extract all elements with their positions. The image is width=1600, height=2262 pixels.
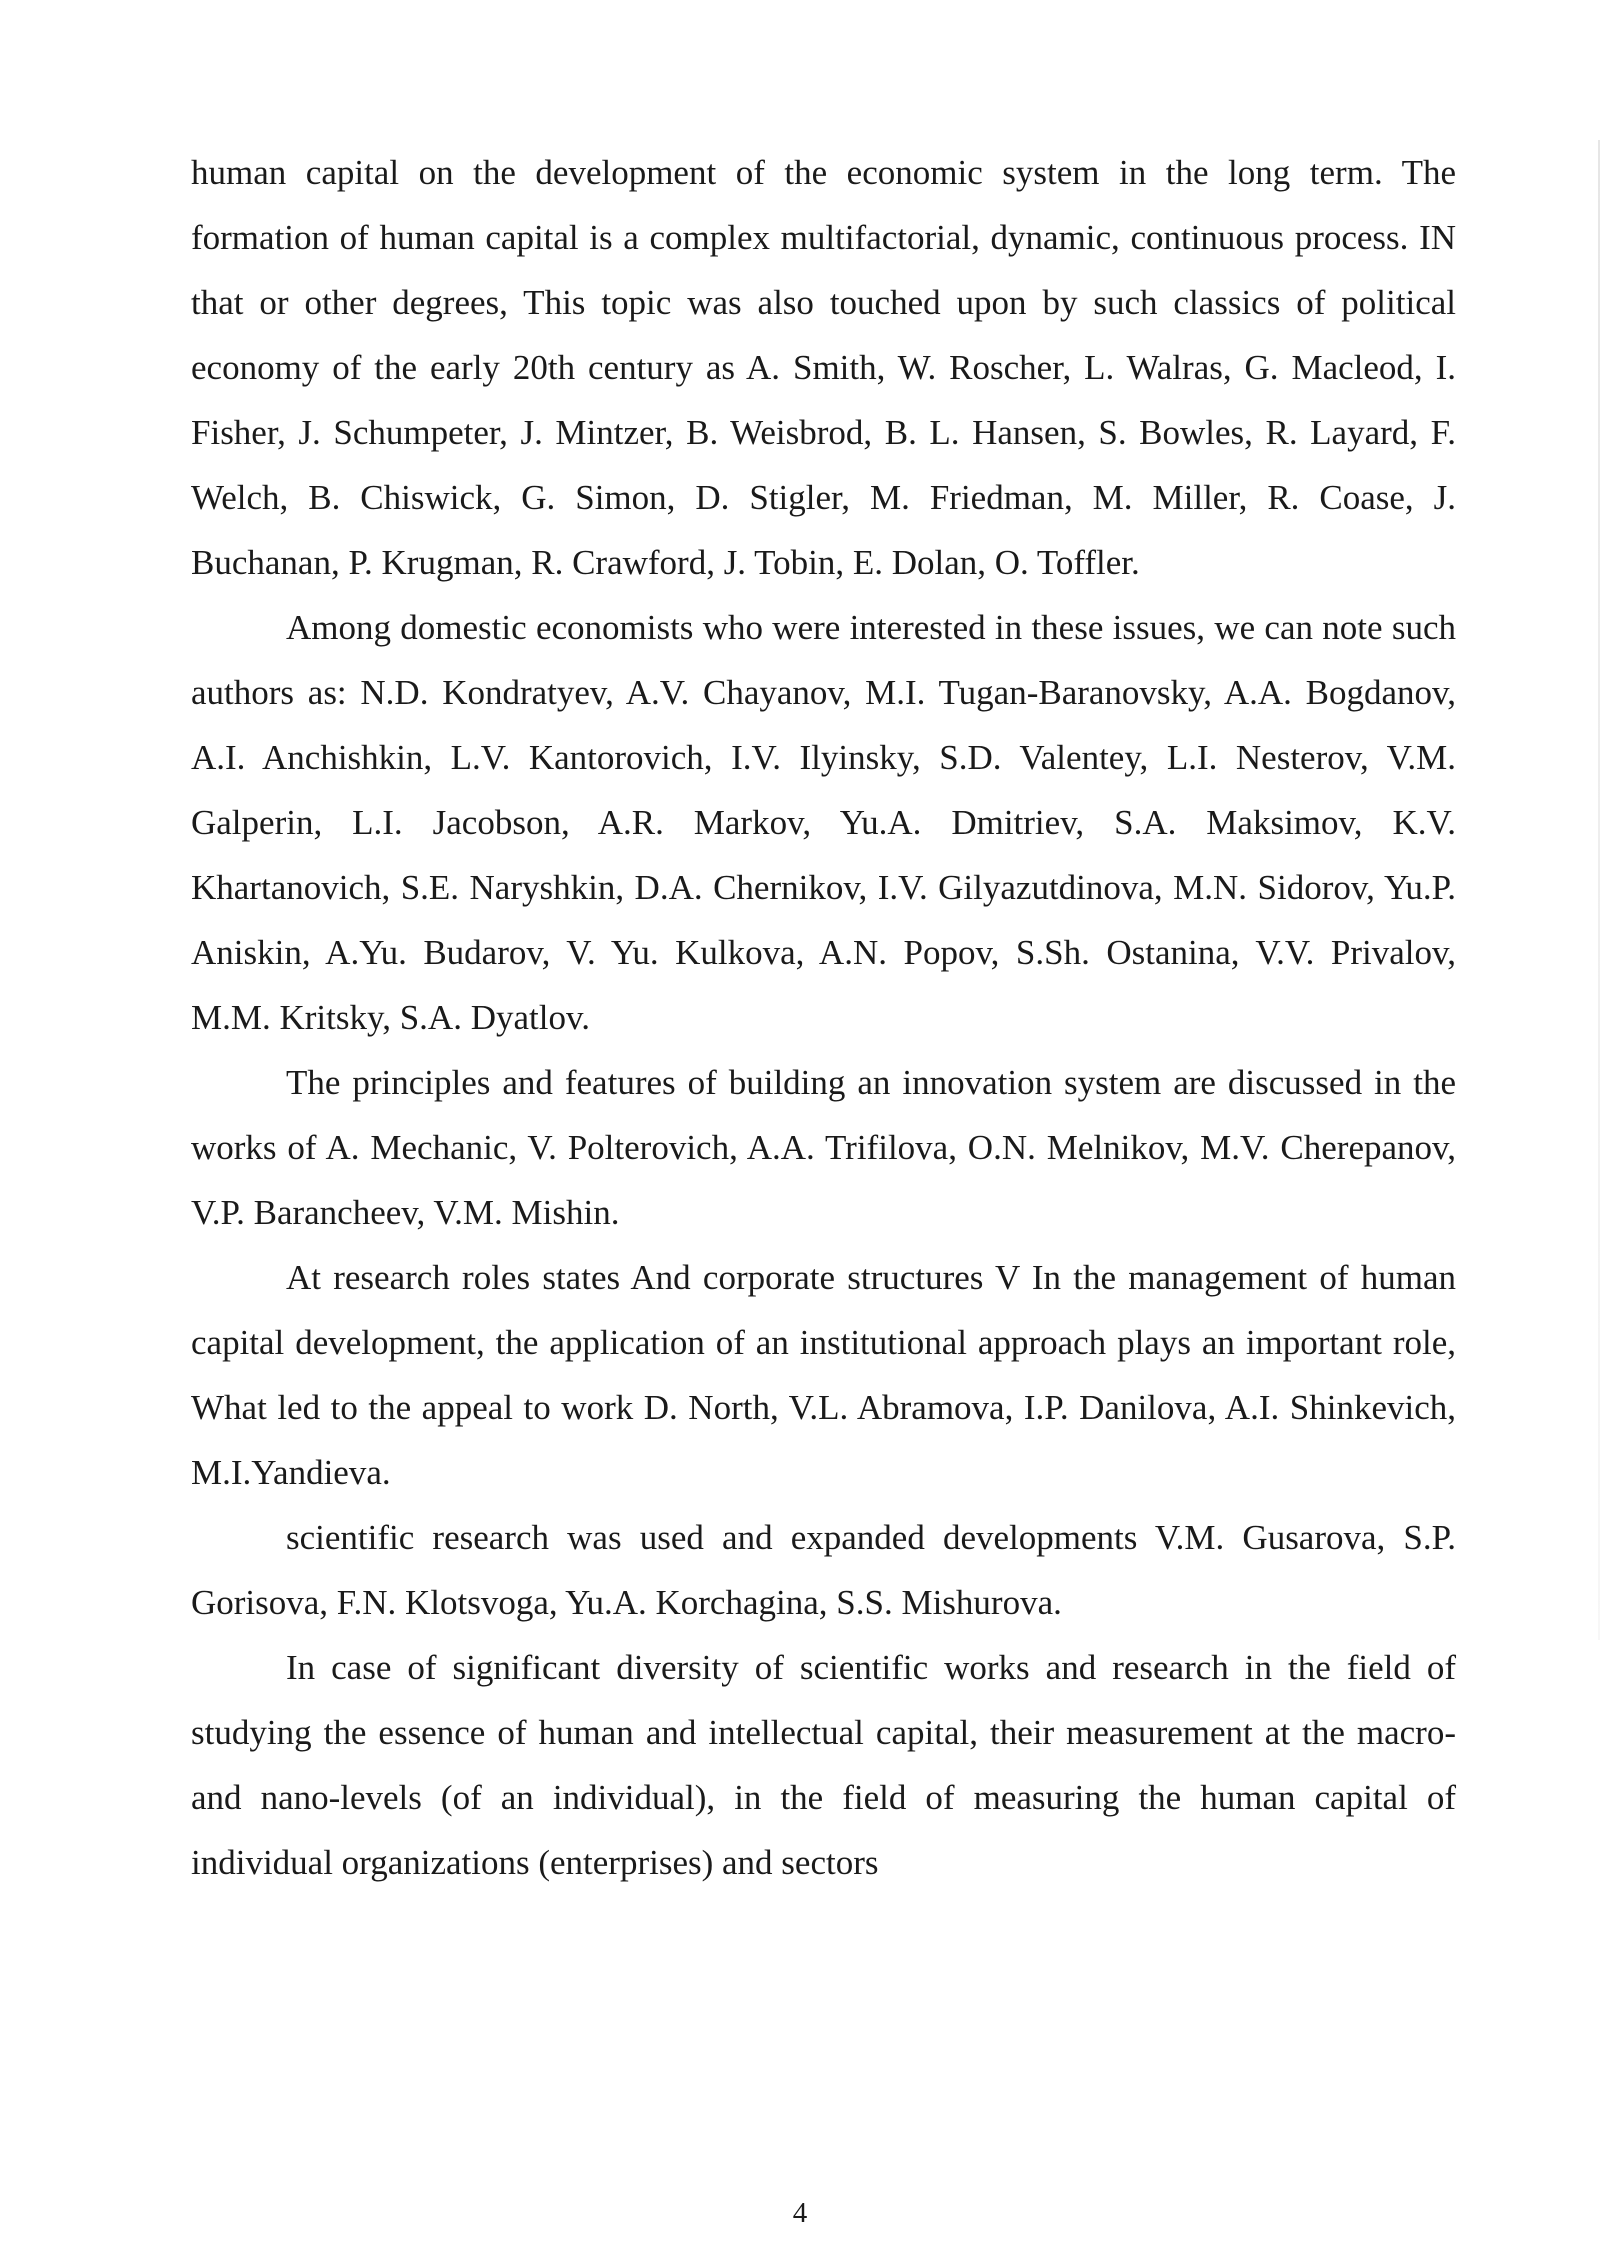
paragraph-domestic-economists: Among domestic economists who were interested in these issues, we can note such authors as: N.D. Kondratyev, A.V. Chayanov, M.I. Tugan-Baranovsky, A.A. Bogdanov, A.I. Anchishkin, L.V. Kantorovich, I.V. Ilyinsky, S.D. Valentey, L.I. Nesterov, V.M. Galperin, L.I. Jacobson, A.R. Markov, Yu.A. Dmitriev, S.A. Maksimov, K.V. Khartanovich, S.E. Naryshkin, D.A. Chernikov, I.V. Gilyazutdinova, M.N. Sidorov, Yu.P. Aniskin, A.Yu. Budarov, V. Yu. Kulkova, A.N. Popov, S.Sh. Ostanina, V.V. Privalov, M.M. Kritsky, S.A. Dyatlov. bbox=[191, 608, 1456, 1037]
body-text bbox=[191, 140, 1456, 1895]
page-number: 4 bbox=[792, 2197, 808, 2229]
paragraph-institutional-approach: At research roles states And corporate structures V In the management of human capital development, the application of an institutional approach plays an important role, What led to the appeal to work D. North, V.L. Abramova, I.P. Danilova, A.I. Shinkevich, M.I.Yandieva. bbox=[191, 1258, 1456, 1492]
paragraph-continuation: human capital on the development of the economic system in the long term. The formation of human capital is a complex multifactorial, dynamic, continuous process. IN that or other degrees, This topic was also touched upon by such classics of political economy of the early 20th century as A. Smith, W. Roscher, L. Walras, G. Macleod, I. Fisher, J. Schumpeter, J. Mintzer, B. Weisbrod, B. L. Hansen, S. Bowles, R. Layard, F. Welch, B. Chiswick, G. Simon, D. Stigler, M. Friedman, M. Miller, R. Coase, J. Buchanan, P. Krugman, R. Crawford, J. Tobin, E. Dolan, O. Toffler. bbox=[191, 153, 1456, 582]
paragraph-diversity-of-works: In case of significant diversity of scientific works and research in the field of studying the essence of human and intellectual capital, their measurement at the macro- and nano-levels (of an individual), in the field of measuring the human capital of individual organizations (enterprises) and sectors bbox=[191, 1648, 1456, 1882]
paragraph-innovation-system: The principles and features of building an innovation system are discussed in the works of A. Mechanic, V. Polterovich, A.A. Trifilova, O.N. Melnikov, M.V. Cherepanov, V.P. Barancheev, V.M. Mishin. bbox=[191, 1063, 1456, 1232]
paragraph-scientific-research: scientific research was used and expanded developments V.M. Gusarova, S.P. Gorisova, F.N. Klotsvoga, Yu.A. Korchagina, S.S. Mishurova. bbox=[191, 1518, 1456, 1622]
